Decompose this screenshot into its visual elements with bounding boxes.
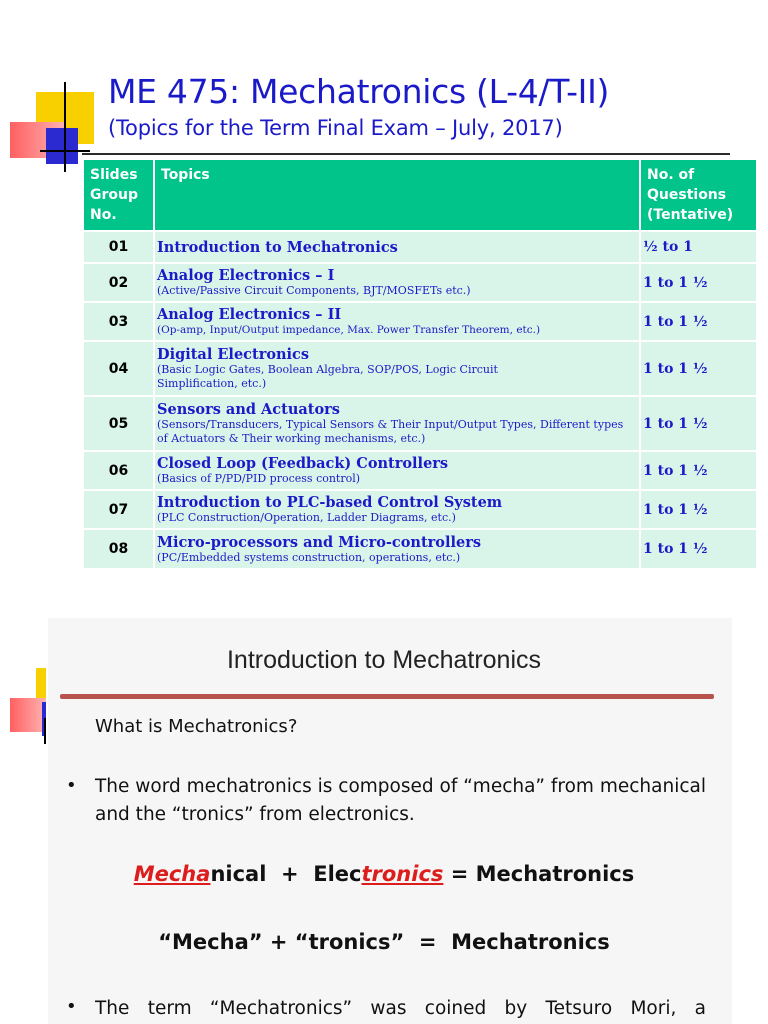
row-number: 08 — [84, 529, 154, 568]
row-number: 05 — [84, 396, 154, 451]
decor-vertical-line — [44, 718, 46, 744]
table-row — [84, 396, 756, 451]
row-questions: 1 to 1 ½ — [640, 263, 756, 302]
row-number: 07 — [84, 490, 154, 529]
row-topic-cell — [154, 451, 640, 490]
table-row — [84, 490, 756, 529]
header-topics: Topics — [154, 160, 640, 231]
table-row — [84, 231, 756, 263]
decor-red-square — [10, 698, 46, 732]
row-questions: 1 to 1 ½ — [640, 529, 756, 568]
section-question: What is Mechatronics? — [95, 716, 298, 737]
row-topic-cell — [154, 490, 640, 529]
row-number: 04 — [84, 341, 154, 396]
topic-title: Introduction to PLC-based Control System — [157, 494, 503, 511]
row-questions: 1 to 1 ½ — [640, 451, 756, 490]
header-questions: No. of Questions (Tentative) — [640, 160, 756, 231]
row-questions: 1 to 1 ½ — [640, 302, 756, 341]
row-topic-cell — [154, 302, 640, 341]
equation-text: = Mechatronics — [443, 862, 635, 886]
decor-blue-square — [46, 128, 78, 164]
topic-detail: (Op-amp, Input/Output impedance, Max. Power Transfer Theorem, etc.) — [157, 324, 541, 336]
title-underline — [60, 694, 714, 699]
highlight-mecha: Mecha — [133, 862, 211, 886]
row-questions: 1 to 1 ½ — [640, 341, 756, 396]
topic-title: Sensors and Actuators — [157, 401, 340, 418]
table-row — [84, 529, 756, 568]
slide-title: Introduction to Mechatronics — [226, 646, 542, 674]
topic-detail: (PLC Construction/Operation, Ladder Diagrams, etc.) — [157, 511, 456, 524]
highlight-tronics: tronics — [361, 862, 444, 886]
bullet-text: The term “Mechatronics” was coined by Tetsuro Mori, a — [95, 998, 706, 1019]
topic-detail: (Sensors/Transducers, Typical Sensors & Their Input/Output Types, Different types of Actuators & Their working mechanisms, etc.) — [157, 418, 624, 445]
decor-vertical-line — [64, 82, 66, 172]
page-title: ME 475: Mechatronics (L-4/T-II) — [108, 72, 610, 111]
row-topic-cell — [154, 529, 640, 568]
table-row — [84, 302, 756, 341]
bullet-icon: • — [66, 775, 77, 796]
title-divider — [82, 153, 730, 155]
row-topic-cell — [154, 263, 640, 302]
topic-title: Digital Electronics — [157, 346, 310, 363]
equation-quoted: “Mecha” + “tronics” = Mechatronics — [158, 930, 610, 954]
topic-detail: (PC/Embedded systems construction, operations, etc.) — [157, 550, 461, 564]
topics-table — [84, 160, 756, 568]
page-subtitle: (Topics for the Term Final Exam – July, 2017) — [108, 116, 563, 140]
table-row — [84, 263, 756, 302]
slide-introduction — [0, 618, 768, 1024]
row-number: 03 — [84, 302, 154, 341]
topic-title: Analog Electronics – II — [157, 306, 342, 323]
topic-detail: (Basics of P/PD/PID process control) — [157, 472, 361, 485]
row-questions: ½ to 1 — [640, 231, 756, 263]
topic-title: Analog Electronics – I — [157, 267, 335, 284]
topic-detail: (Basic Logic Gates, Boolean Algebra, SOP/POS, Logic Circuit Simplification, etc.) — [157, 363, 498, 390]
row-questions: 1 to 1 ½ — [640, 396, 756, 451]
header-slides-group: Slides Group No. — [84, 160, 154, 231]
decor-horizontal-line — [40, 150, 90, 152]
row-number: 06 — [84, 451, 154, 490]
equation-mechatronics — [0, 862, 768, 886]
row-topic-cell — [154, 341, 640, 396]
bullet-icon: • — [66, 996, 77, 1017]
table-header-row — [84, 160, 756, 231]
row-topic-cell — [154, 231, 640, 263]
table-row — [84, 341, 756, 396]
row-topic-cell — [154, 396, 640, 451]
row-number: 01 — [84, 231, 154, 263]
equation-text: nical + Elec — [210, 862, 362, 886]
topic-title: Micro-processors and Micro-controllers — [157, 533, 482, 551]
topic-title: Introduction to Mechatronics — [157, 238, 398, 256]
topic-title: Closed Loop (Feedback) Controllers — [157, 455, 449, 472]
topic-detail: (Active/Passive Circuit Components, BJT/MOSFETs etc.) — [157, 284, 471, 297]
row-number: 02 — [84, 263, 154, 302]
row-questions: 1 to 1 ½ — [640, 490, 756, 529]
table-row — [84, 451, 756, 490]
bullet-text: The word mechatronics is composed of “mecha” from mechanical and the “tronics” from electronics. — [95, 776, 706, 825]
